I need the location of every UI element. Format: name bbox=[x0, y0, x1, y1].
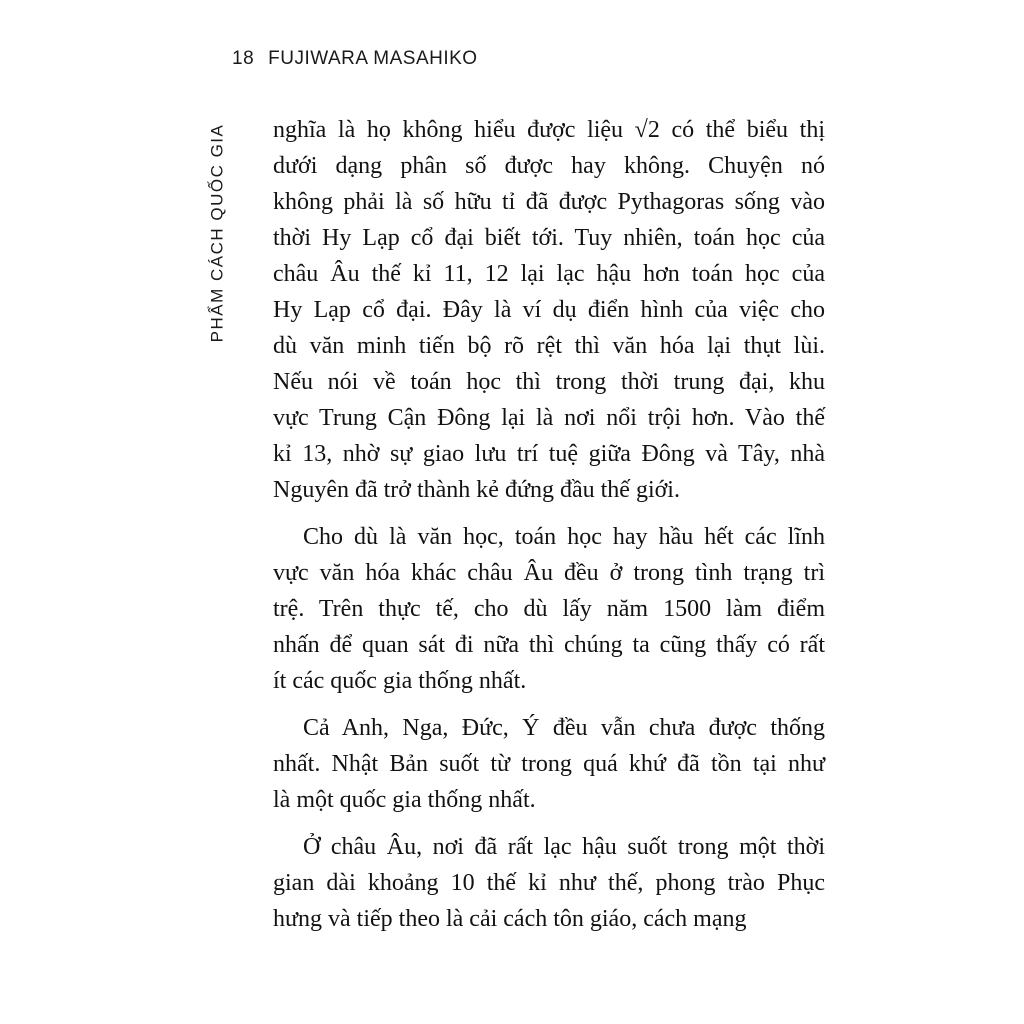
body-text bbox=[273, 112, 833, 948]
paragraph bbox=[273, 112, 833, 508]
book-title-vertical: PHẨM CÁCH QUỐC GIA bbox=[207, 123, 226, 343]
text-line: nghĩa là họ không hiểu được liệu √2 có thể biểu thị bbox=[273, 117, 825, 143]
text-line: kỉ 13, nhờ sự giao lưu trí tuệ giữa Đông và Tây, nhà bbox=[273, 441, 825, 467]
text-line: Nguyên đã trở thành kẻ đứng đầu thế giới. bbox=[273, 477, 680, 503]
text-line: trệ. Trên thực tế, cho dù lấy năm 1500 làm điểm bbox=[273, 596, 825, 622]
text-line: vực văn hóa khác châu Âu đều ở trong tình trạng trì bbox=[273, 560, 825, 586]
paragraph bbox=[273, 829, 833, 937]
side-book-title bbox=[200, 123, 234, 343]
page-number: 18 bbox=[232, 48, 255, 69]
text-line: Cả Anh, Nga, Đức, Ý đều vẫn chưa được thống bbox=[303, 715, 825, 741]
paragraph bbox=[273, 710, 833, 818]
text-line: Cho dù là văn học, toán học hay hầu hết các lĩnh bbox=[303, 524, 825, 550]
text-line: dưới dạng phân số được hay không. Chuyện nó bbox=[273, 153, 825, 179]
text-line: Ở châu Âu, nơi đã rất lạc hậu suốt trong một thời bbox=[303, 834, 825, 860]
text-line: là một quốc gia thống nhất. bbox=[273, 787, 536, 813]
author-name: FUJIWARA MASAHIKO bbox=[268, 48, 478, 69]
text-line: hưng và tiếp theo là cải cách tôn giáo, cách mạng bbox=[273, 906, 747, 932]
text-line: không phải là số hữu tỉ đã được Pythagoras sống vào bbox=[273, 189, 825, 215]
text-line: thời Hy Lạp cổ đại biết tới. Tuy nhiên, toán học của bbox=[273, 225, 825, 251]
text-line: vực Trung Cận Đông lại là nơi nổi trội hơn. Vào thế bbox=[273, 405, 825, 431]
text-line: châu Âu thế kỉ 11, 12 lại lạc hậu hơn toán học của bbox=[273, 261, 825, 287]
text-line: Nếu nói về toán học thì trong thời trung đại, khu bbox=[273, 369, 825, 395]
paragraph bbox=[273, 519, 833, 699]
running-head bbox=[232, 48, 478, 70]
text-line: Hy Lạp cổ đại. Đây là ví dụ điển hình của việc cho bbox=[273, 297, 825, 323]
text-line: gian dài khoảng 10 thế kỉ như thế, phong trào Phục bbox=[273, 870, 825, 896]
text-line: ít các quốc gia thống nhất. bbox=[273, 668, 527, 694]
text-line: dù văn minh tiến bộ rõ rệt thì văn hóa lại thụt lùi. bbox=[273, 333, 825, 359]
text-line: nhất. Nhật Bản suốt từ trong quá khứ đã tồn tại như bbox=[273, 751, 825, 777]
text-line: nhấn để quan sát đi nữa thì chúng ta cũng thấy có rất bbox=[273, 632, 825, 658]
